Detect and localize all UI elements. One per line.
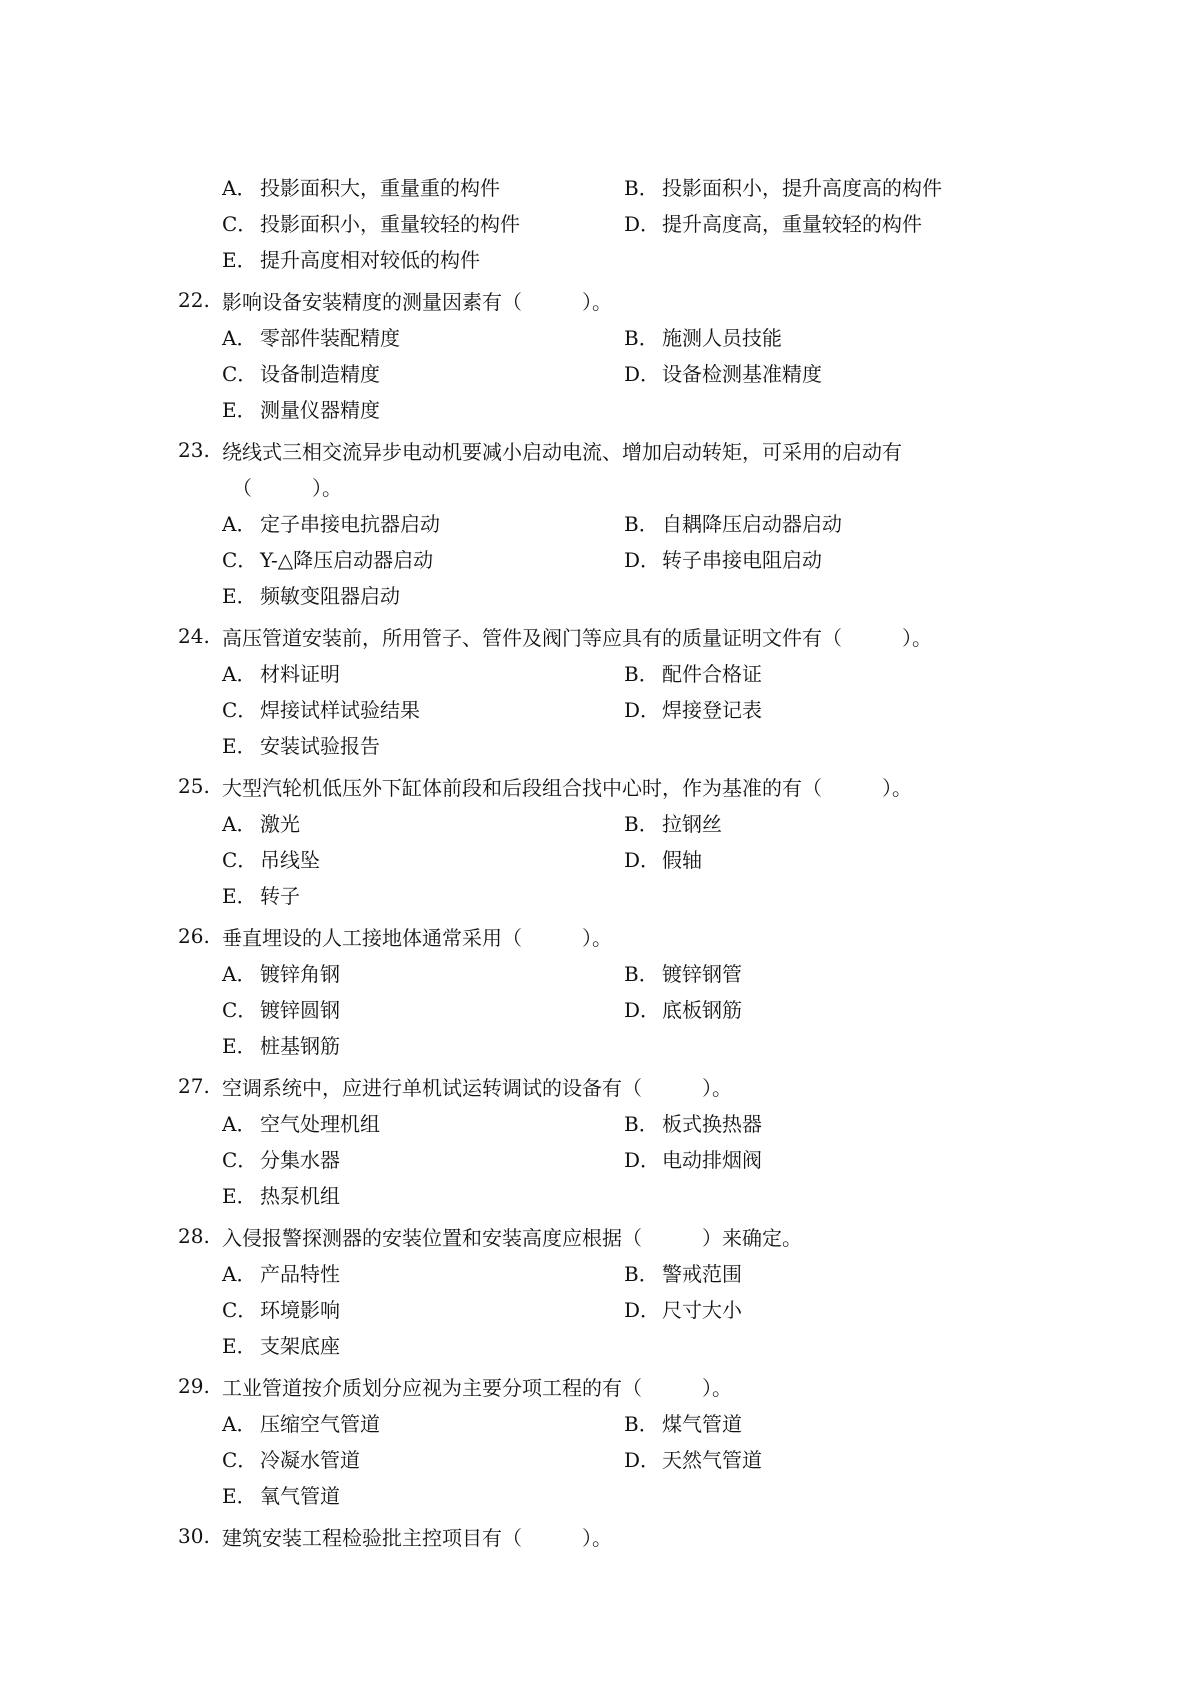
- option-letter: E．: [222, 1183, 257, 1208]
- question-stem: [178, 918, 1038, 954]
- question-text: 入侵报警探测器的安装位置和安装高度应根据（ ）来确定。: [222, 1225, 802, 1250]
- option: [178, 244, 624, 273]
- option-letter: A．: [222, 961, 257, 986]
- option-letter: E．: [222, 247, 257, 272]
- option-letter: A．: [222, 1411, 257, 1436]
- option-row: [178, 1254, 1038, 1290]
- option-letter: C．: [222, 997, 258, 1022]
- option-row: [178, 318, 1038, 354]
- option: [624, 544, 1038, 573]
- question-text: 建筑安装工程检验批主控项目有（ ）。: [222, 1525, 612, 1550]
- question-stem: [178, 1368, 1038, 1404]
- question-stem: [178, 768, 1038, 804]
- option: [624, 1444, 1038, 1473]
- question-number: 25.: [178, 774, 210, 798]
- option-letter: D．: [624, 847, 661, 872]
- question-number: 23.: [178, 438, 210, 462]
- option: [624, 844, 1038, 873]
- question-21-options: [178, 168, 1038, 276]
- option-letter: B．: [624, 1261, 659, 1286]
- option-row: [178, 354, 1038, 390]
- option-text: 投影面积大，重量重的构件: [260, 175, 500, 200]
- option-letter: E．: [222, 1033, 257, 1058]
- option-row: [178, 726, 1038, 762]
- option-letter: E．: [222, 733, 257, 758]
- question: [178, 618, 1038, 762]
- option: [178, 322, 624, 351]
- option-text: 设备检测基准精度: [662, 361, 822, 386]
- option-text: 分集水器: [260, 1147, 340, 1172]
- option-letter: B．: [624, 325, 659, 350]
- option-letter: D．: [624, 1297, 661, 1322]
- option: [624, 1408, 1038, 1437]
- option-text: 镀锌钢管: [662, 961, 742, 986]
- option: [624, 808, 1038, 837]
- question-text: 影响设备安装精度的测量因素有（ ）。: [222, 289, 612, 314]
- option-text: 警戒范围: [662, 1261, 742, 1286]
- option-letter: D．: [624, 361, 661, 386]
- option-text: 镀锌圆钢: [260, 997, 340, 1022]
- option-text: 产品特性: [260, 1261, 340, 1286]
- option: [178, 544, 624, 573]
- option-letter: C．: [222, 547, 258, 572]
- option-letter: C．: [222, 697, 258, 722]
- option-row: [178, 690, 1038, 726]
- option-text: 吊线坠: [260, 847, 320, 872]
- option-text: 施测人员技能: [662, 325, 782, 350]
- option: [624, 208, 1038, 237]
- option: [178, 1330, 624, 1359]
- option-text: 冷凝水管道: [260, 1447, 360, 1472]
- option-text: 焊接登记表: [662, 697, 762, 722]
- option-letter: B．: [624, 661, 659, 686]
- option-text: 材料证明: [260, 661, 340, 686]
- option: [178, 694, 624, 723]
- option-text: Y-△降压启动器启动: [260, 547, 434, 572]
- option: [624, 1258, 1038, 1287]
- option-letter: A．: [222, 175, 257, 200]
- question-number: 24.: [178, 624, 210, 648]
- option-row: [178, 390, 1038, 426]
- option: [624, 1144, 1038, 1173]
- question-text: 大型汽轮机低压外下缸体前段和后段组合找中心时，作为基准的有（ ）。: [222, 775, 912, 800]
- option: [178, 172, 624, 201]
- option-row: [178, 1440, 1038, 1476]
- option-letter: C．: [222, 211, 258, 236]
- option: [624, 958, 1038, 987]
- option-row: [178, 1104, 1038, 1140]
- option-letter: D．: [624, 211, 661, 236]
- option: [178, 394, 624, 423]
- option: [624, 1294, 1038, 1323]
- option-letter: A．: [222, 511, 257, 536]
- option-text: 支架底座: [260, 1333, 340, 1358]
- option: [178, 1180, 624, 1209]
- option-row: [178, 504, 1038, 540]
- option-row: [178, 204, 1038, 240]
- question: [178, 432, 1038, 612]
- option-row: [178, 1176, 1038, 1212]
- question-number: 27.: [178, 1074, 210, 1098]
- option-letter: A．: [222, 811, 257, 836]
- option-letter: B．: [624, 811, 659, 836]
- question-list: [178, 168, 1038, 1554]
- question-number: 30.: [178, 1524, 210, 1548]
- question: [178, 768, 1038, 912]
- option: [178, 1294, 624, 1323]
- option-text: 底板钢筋: [662, 997, 742, 1022]
- option: [178, 658, 624, 687]
- option-letter: A．: [222, 1261, 257, 1286]
- option-text: 安装试验报告: [260, 733, 380, 758]
- option-row: [178, 1404, 1038, 1440]
- option-row: [178, 576, 1038, 612]
- option-letter: C．: [222, 847, 258, 872]
- option-letter: B．: [624, 1411, 659, 1436]
- option-letter: E．: [222, 583, 257, 608]
- option-row: [178, 804, 1038, 840]
- option-text: 电动排烟阀: [662, 1147, 762, 1172]
- option-row: [178, 540, 1038, 576]
- option-row: [178, 954, 1038, 990]
- option-letter: E．: [222, 1483, 257, 1508]
- option-letter: A．: [222, 1111, 257, 1136]
- option: [624, 994, 1038, 1023]
- option-row: [178, 1290, 1038, 1326]
- option-text: 频敏变阻器启动: [260, 583, 400, 608]
- option-text: 假轴: [662, 847, 702, 872]
- option: [178, 958, 624, 987]
- option-letter: A．: [222, 661, 257, 686]
- option-text: 激光: [260, 811, 300, 836]
- option: [178, 808, 624, 837]
- option-text: 零部件装配精度: [260, 325, 400, 350]
- option-text: 镀锌角钢: [260, 961, 340, 986]
- question-number: 26.: [178, 924, 210, 948]
- option-letter: D．: [624, 547, 661, 572]
- option-text: 氧气管道: [260, 1483, 340, 1508]
- option: [178, 730, 624, 759]
- option-letter: E．: [222, 1333, 257, 1358]
- option-text: 焊接试样试验结果: [260, 697, 420, 722]
- option-text: 桩基钢筋: [260, 1033, 340, 1058]
- option: [624, 1108, 1038, 1137]
- option-text: 投影面积小，提升高度高的构件: [662, 175, 942, 200]
- option-letter: C．: [222, 1297, 258, 1322]
- option-text: 空气处理机组: [260, 1111, 380, 1136]
- option-letter: D．: [624, 1147, 661, 1172]
- option-text: 配件合格证: [662, 661, 762, 686]
- question: [178, 1068, 1038, 1212]
- option-row: [178, 876, 1038, 912]
- option: [178, 844, 624, 873]
- option: [624, 358, 1038, 387]
- option-text: 转子: [260, 883, 300, 908]
- question-stem: [178, 282, 1038, 318]
- option-row: [178, 990, 1038, 1026]
- option-text: 转子串接电阻启动: [662, 547, 822, 572]
- option-row: [178, 1140, 1038, 1176]
- option: [178, 508, 624, 537]
- option-text: 设备制造精度: [260, 361, 380, 386]
- option-letter: D．: [624, 1447, 661, 1472]
- option-letter: B．: [624, 961, 659, 986]
- option: [624, 658, 1038, 687]
- question-text: 垂直埋设的人工接地体通常采用（ ）。: [222, 925, 612, 950]
- option-letter: E．: [222, 397, 257, 422]
- option: [178, 1408, 624, 1437]
- option: [178, 580, 624, 609]
- option: [178, 1144, 624, 1173]
- question-stem: [178, 1518, 1038, 1554]
- option: [178, 1444, 624, 1473]
- question: [178, 1518, 1038, 1554]
- question-text: 空调系统中，应进行单机试运转调试的设备有（ ）。: [222, 1075, 732, 1100]
- option-text: 煤气管道: [662, 1411, 742, 1436]
- option: [624, 694, 1038, 723]
- option-letter: D．: [624, 997, 661, 1022]
- option-letter: B．: [624, 511, 659, 536]
- option: [178, 880, 624, 909]
- option-text: 提升高度相对较低的构件: [260, 247, 480, 272]
- option-text: 天然气管道: [662, 1447, 762, 1472]
- option-row: [178, 1476, 1038, 1512]
- question-text: 绕线式三相交流异步电动机要减小启动电流、增加启动转矩，可采用的启动有: [222, 439, 902, 464]
- option-letter: E．: [222, 883, 257, 908]
- option-text: 尺寸大小: [662, 1297, 742, 1322]
- question: [178, 282, 1038, 426]
- option-text: 自耦降压启动器启动: [662, 511, 842, 536]
- option-row: [178, 840, 1038, 876]
- option-text: 测量仪器精度: [260, 397, 380, 422]
- option: [178, 1108, 624, 1137]
- question: [178, 1368, 1038, 1512]
- question-text: 工业管道按介质划分应视为主要分项工程的有（ ）。: [222, 1375, 732, 1400]
- question-stem: [178, 1068, 1038, 1104]
- question: [178, 1218, 1038, 1362]
- option-letter: C．: [222, 1147, 258, 1172]
- option-letter: C．: [222, 361, 258, 386]
- option: [178, 208, 624, 237]
- question-stem: [178, 432, 1038, 468]
- question-number: 28.: [178, 1224, 210, 1248]
- question: [178, 918, 1038, 1062]
- option-row: [178, 1026, 1038, 1062]
- option-text: 定子串接电抗器启动: [260, 511, 440, 536]
- question-text: 高压管道安装前，所用管子、管件及阀门等应具有的质量证明文件有（ ）。: [222, 625, 932, 650]
- option-row: [178, 1326, 1038, 1362]
- question-text-continuation: （ ）。: [232, 475, 342, 500]
- option: [178, 1480, 624, 1509]
- option: [178, 1030, 624, 1059]
- option-text: 环境影响: [260, 1297, 340, 1322]
- option-row: [178, 168, 1038, 204]
- question-number: 29.: [178, 1374, 210, 1398]
- option-text: 投影面积小，重量较轻的构件: [260, 211, 520, 236]
- option: [624, 172, 1038, 201]
- option: [178, 994, 624, 1023]
- option-row: [178, 240, 1038, 276]
- option-text: 压缩空气管道: [260, 1411, 380, 1436]
- option: [624, 508, 1038, 537]
- option: [178, 358, 624, 387]
- option-text: 热泵机组: [260, 1183, 340, 1208]
- option: [624, 322, 1038, 351]
- question-stem: [178, 1218, 1038, 1254]
- option-letter: B．: [624, 175, 659, 200]
- option-text: 板式换热器: [662, 1111, 762, 1136]
- question-stem: [178, 618, 1038, 654]
- option: [178, 1258, 624, 1287]
- option-letter: D．: [624, 697, 661, 722]
- option-text: 拉钢丝: [662, 811, 722, 836]
- option-row: [178, 654, 1038, 690]
- question-number: 22.: [178, 288, 210, 312]
- option-letter: C．: [222, 1447, 258, 1472]
- option-text: 提升高度高，重量较轻的构件: [662, 211, 922, 236]
- option-letter: A．: [222, 325, 257, 350]
- option-letter: B．: [624, 1111, 659, 1136]
